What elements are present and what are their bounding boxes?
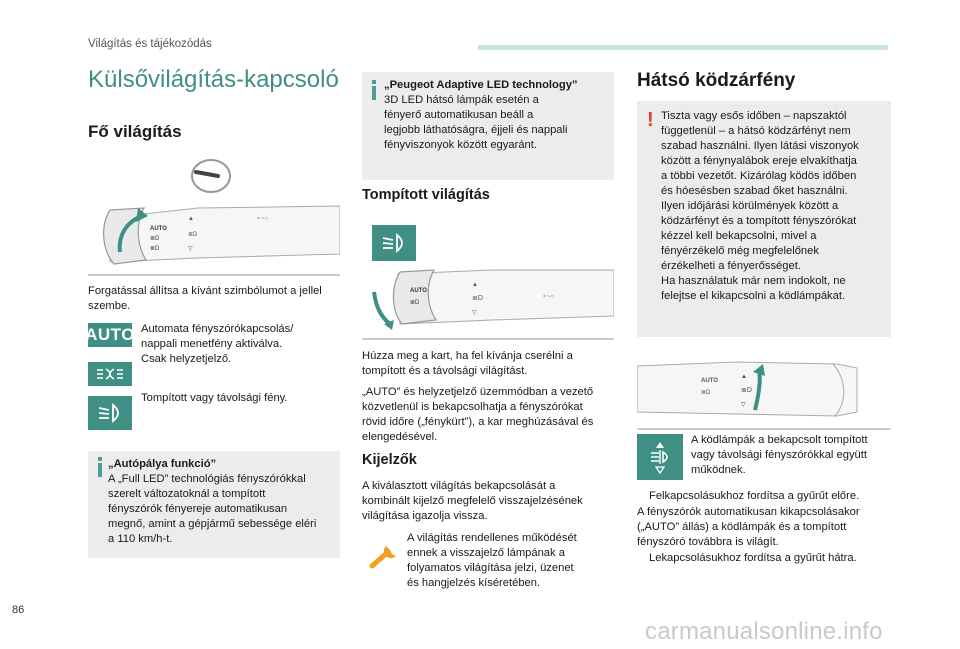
side-lights-text: Csak helyzetjelző. — [141, 353, 232, 365]
low-beam-stalk-illustration — [362, 262, 614, 340]
warning-line: felejtse el kikapcsolni a ködlámpákat. — [661, 290, 846, 302]
svg-text:⚬~○: ⚬~○ — [256, 216, 269, 222]
page-number: 86 — [12, 604, 25, 616]
svg-text:AUTO: AUTO — [701, 378, 718, 384]
warning-line: Tiszta vagy esős időben – napszaktól — [661, 110, 847, 122]
adaptive-led-line: fényviszonyok között egyaránt. — [384, 139, 537, 151]
svg-text:≣D: ≣D — [410, 300, 420, 306]
low-beam-p2-line: közvetlenül is bekapcsolhatja a fényszórókat — [362, 401, 583, 413]
heading-indicators: Kijelzők — [362, 452, 417, 468]
fog-text-line: A ködlámpák a bekapcsolt tompított — [691, 434, 868, 446]
low-beam-p2-line: elengedésével. — [362, 431, 438, 443]
warning-line: ködzárfényt és a tompított fényszórókat — [661, 215, 857, 227]
highway-info-line: a 110 km/h-t. — [108, 533, 173, 545]
adaptive-led-line: 3D LED hátsó lámpák esetén a — [384, 94, 539, 106]
fog-warning-box — [637, 101, 891, 337]
indicators-p3-line: A kiválasztott világítás bekapcsolását a — [362, 480, 556, 492]
adaptive-led-line: legjobb láthatóságra, éjjeli és nappali — [384, 124, 568, 136]
low-beam-text: Tompított vagy távolsági fény. — [141, 392, 288, 404]
indicators-p3-line: világítása igazolja vissza. — [362, 510, 488, 522]
highway-info-line: szerelt változatoknál a tompított — [108, 488, 266, 500]
svg-text:⚬~○: ⚬~○ — [542, 294, 555, 300]
warning-line: között a fénynyalábok ereje elvakíthatja — [661, 155, 857, 167]
indicators-p4-line: és hangjelzés kíséretében. — [407, 577, 541, 589]
adaptive-led-line: fényerő automatikusan beáll a — [384, 109, 534, 121]
fog-p-line: fényszóró továbbra is világít. — [637, 536, 779, 548]
warning-line: és hóesésben szabad őket használni. — [661, 185, 848, 197]
warning-line: kézzel kell bekapcsolni, mivel a — [661, 230, 817, 242]
svg-text:▲: ▲ — [741, 374, 747, 380]
warning-line: a többi vezetőt. Kizárólag ködös időben — [661, 170, 857, 182]
svg-text:≣D: ≣D — [150, 236, 160, 242]
info-icon — [98, 463, 102, 477]
highway-info-line: fényszórók fényereje automatikusan — [108, 503, 288, 515]
wrench-icon — [368, 540, 402, 570]
fog-lamp-icon — [637, 434, 683, 480]
adaptive-led-info-box — [362, 72, 614, 180]
auto-text-2: nappali menetfény aktiválva. — [141, 338, 283, 350]
svg-text:AUTO: AUTO — [410, 288, 427, 294]
svg-text:≣D: ≣D — [741, 387, 752, 394]
indicators-p4-line: ennek a visszajelző lámpának a — [407, 547, 565, 559]
low-beam-p2-line: „AUTO” és helyzetjelző üzemmódban a vezető — [362, 386, 594, 398]
fog-p-line: A fényszórók automatikusan kikapcsolásakor — [637, 506, 860, 518]
auto-text-1: Automata fényszórókapcsolás/ — [141, 323, 294, 335]
low-beam-icon — [88, 396, 132, 430]
warning-line: Ilyen időjárási körülmények között a — [661, 200, 839, 212]
fog-text-line: vagy távolsági fényszórókkal együtt — [691, 449, 867, 461]
light-stalk-illustration — [88, 196, 340, 276]
auto-icon: AUTO — [88, 323, 132, 347]
indicators-p4-line: folyamatos világítása jelzi, üzenet — [407, 562, 574, 574]
side-lights-icon — [88, 362, 132, 386]
low-beam-p2-line: rövid időre („fénykürt”), a kar meghúzásával és — [362, 416, 594, 428]
highway-info-title: „Autópálya funkció” — [108, 458, 217, 470]
page-title: Külsővilágítás-kapcsoló — [88, 66, 339, 93]
svg-text:▲: ▲ — [188, 216, 194, 222]
fog-p-line: („AUTO” állás) a ködlámpák és a tompított — [637, 521, 847, 533]
header-rule — [478, 45, 888, 50]
svg-text:▲: ▲ — [472, 282, 478, 288]
steering-wheel-icon — [190, 158, 232, 194]
indicators-p3-line: kombinált kijelző megfelelő visszajelzésének — [362, 495, 583, 507]
warning-line: Ha használatuk már nem indokolt, ne — [661, 275, 846, 287]
warning-line: szabad használni. Ilyen látási viszonyok — [661, 140, 859, 152]
highway-info-box — [88, 451, 340, 558]
warning-line: függetlenül – a hátsó ködzárfényt nem — [661, 125, 851, 137]
svg-text:≣D: ≣D — [150, 246, 160, 252]
svg-text:≣D: ≣D — [188, 232, 198, 238]
fog-bullet-off: Lekapcsolásukhoz fordítsa a gyűrűt hátra. — [649, 552, 857, 564]
low-beam-p1-line: Húzza meg a kart, ha fel kívánja cserélni a — [362, 350, 573, 362]
heading-main-lights: Fő világítás — [88, 122, 182, 141]
adaptive-led-title: „Peugeot Adaptive LED technology” — [384, 79, 578, 91]
warning-icon: ! — [647, 109, 654, 131]
info-icon — [372, 86, 376, 100]
fog-stalk-illustration — [637, 352, 891, 430]
heading-low-beam: Tompított világítás — [362, 187, 490, 203]
heading-rear-fog: Hátsó ködzárfény — [637, 70, 796, 91]
fog-bullet-on: Felkapcsolásukhoz fordítsa a gyűrűt előre. — [649, 490, 860, 502]
svg-text:≣D: ≣D — [472, 295, 483, 302]
intro-text: Forgatással állítsa a kívánt szimbólumot a jellel szembe. — [88, 285, 322, 313]
low-beam-indicator-icon — [372, 225, 416, 261]
highway-info-line: megnő, amint a gépjármű sebessége eléri — [108, 518, 317, 530]
svg-text:▽: ▽ — [741, 402, 746, 408]
section-header: Világítás és tájékozódás — [88, 38, 212, 50]
low-beam-p1-line: tompított és a távolsági világítást. — [362, 365, 528, 377]
svg-text:AUTO: AUTO — [150, 226, 167, 232]
fog-text-line: működnek. — [691, 464, 746, 476]
watermark: carmanualsonline.info — [645, 618, 883, 645]
highway-info-line: A „Full LED” technológiás fényszórókkal — [108, 473, 306, 485]
warning-line: érzékelheti a fényerősséget. — [661, 260, 801, 272]
warning-line: fényérzékelő még megfelelőnek — [661, 245, 819, 257]
svg-text:≣D: ≣D — [701, 390, 711, 396]
svg-text:▽: ▽ — [472, 310, 477, 316]
indicators-p4-line: A világítás rendellenes működését — [407, 532, 577, 544]
svg-text:▽: ▽ — [188, 246, 193, 252]
